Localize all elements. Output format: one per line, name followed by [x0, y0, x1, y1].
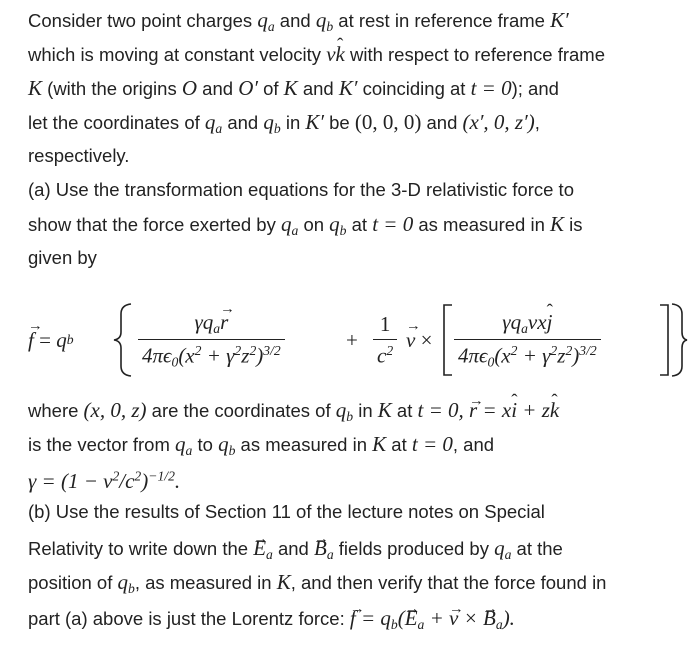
problem-line-2: which is moving at constant velocity vˆ k with respect to reference frame — [28, 42, 688, 67]
part-a-line-1: (a) Use the transformation equations for the 3-D relativistic force to — [28, 179, 574, 200]
problem-line-5: respectively. — [28, 145, 130, 166]
problem-line-3: K (with the origins O and O′ of K and K′ coinciding at t = 0); and — [28, 76, 559, 100]
term-magnetic: $\frac{\gamma q_avxˆ j}{4\pi\epsilon_0(x^2 + \gamma^2z^2)^{3/2}}$ — [454, 300, 601, 380]
part-a-line-2: show that the force exerted by $q_a$ on $q_b$ at t = 0 as measured in K is — [28, 212, 583, 239]
part-a-line-3: given by — [28, 247, 97, 268]
right-bracket — [658, 304, 670, 376]
after-line-3: $\gamma = (1 - v^2/c^2)^{-1/2}$. — [28, 468, 181, 493]
eq-lhs: → f = q b — [28, 300, 74, 380]
velocity-vector: vˆ k — [326, 42, 345, 66]
after-line-1: where (x, 0, z) are the coordinates of $q_b$ in K at t = 0, → r = xˆ i + zˆ k — [28, 398, 688, 429]
eq-v-cross: → v × — [406, 300, 432, 380]
part-b-line-3: position of $q_b$, as measured in K, and then verify that the force found in — [28, 570, 607, 597]
charge-qa: $q_a$ — [257, 8, 275, 35]
left-bracket — [442, 304, 454, 376]
eq-plus: + — [346, 327, 358, 352]
part-b-line-4: part (a) above is just the Lorentz force: → $f = q_b(\to E_a$ + → v × → $B_a$). — [28, 606, 688, 637]
after-line-2: is the vector from $q_a$ to $q_b$ as measured in K at t = 0, and — [28, 432, 495, 459]
eq-one-over-c2: $\frac{1}{c^2}$ — [373, 300, 397, 380]
problem-line-1: Consider two point charges $q_a$ and $q_b$ at rest in reference frame K′ — [28, 8, 569, 35]
lorentz-force: → $f = q_b(\to E_a$ + → v × → $B_a$). — [350, 606, 515, 630]
left-brace — [112, 302, 134, 378]
term-coulomb: $\frac{\gamma q_a\to r}{4\pi\epsilon_0(x^2 + \gamma^2z^2)^{3/2}}$ — [138, 300, 285, 380]
part-b-line-2: Relativity to write down the → $E_a$ and → $B_a$ fields produced by $q_a$ at the — [28, 536, 688, 567]
problem-line-4: let the coordinates of $q_a$ and $q_b$ in K′ be (0, 0, 0) and (x′, 0, z′), — [28, 110, 540, 137]
right-brace — [670, 302, 688, 378]
charge-qb: $q_b$ — [315, 8, 334, 35]
part-b-line-1: (b) Use the results of Section 11 of the lecture notes on Special — [28, 501, 545, 522]
force-equation — [28, 300, 668, 380]
frame-k-prime: K′ — [550, 8, 569, 32]
